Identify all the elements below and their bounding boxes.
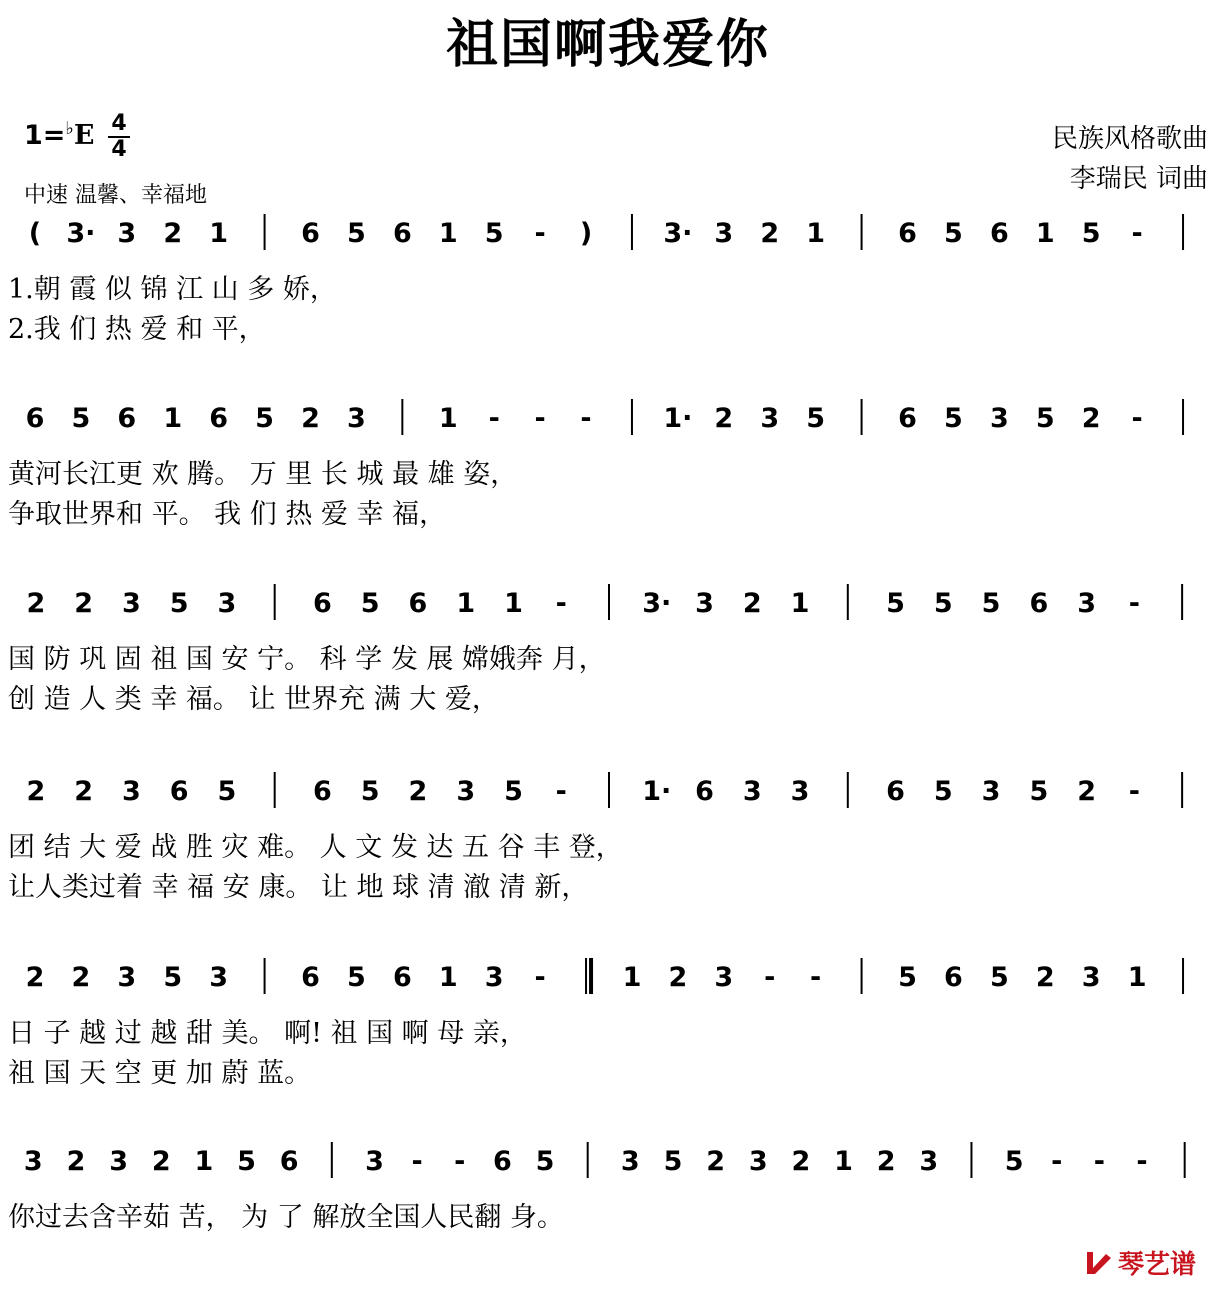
lyric-line: 创 造 人 类 幸 福。 让 世界充 满 大 爱， (8, 684, 499, 715)
note: 2 (791, 1146, 811, 1177)
note: 1· (642, 776, 672, 807)
note: 3 (742, 776, 762, 807)
note: 5 (504, 776, 523, 807)
note: - (454, 1146, 466, 1177)
note: 3 (695, 588, 714, 619)
note: 6 (408, 588, 428, 619)
note: 1 (790, 588, 810, 619)
note: 5 (933, 588, 953, 619)
note: 6 (209, 403, 229, 434)
note: 3 (122, 776, 141, 807)
note: 2 (25, 962, 45, 993)
note: 5 (71, 403, 91, 434)
lyric-line: 祖 国 天 空 更 加 蔚 蓝。 (8, 1058, 312, 1089)
note: 5 (163, 962, 183, 993)
note: 6 (279, 1146, 299, 1177)
note: 3 (484, 962, 504, 993)
note: 2 (706, 1146, 726, 1177)
note: 2 (1081, 403, 1101, 434)
note: 5 (217, 776, 237, 807)
lyric-line: 国 防 巩 固 祖 国 安 宁。 科 学 发 展 嫦娥奔 月， (8, 644, 606, 675)
note: 2 (163, 218, 183, 249)
note: 5 (944, 403, 963, 434)
note: 1 (622, 962, 642, 993)
note: 6 (898, 218, 917, 249)
note: 3 (117, 962, 137, 993)
note: 2 (760, 218, 780, 249)
note: - (1131, 403, 1143, 434)
note: 1 (806, 218, 826, 249)
note: 5 (981, 588, 1001, 619)
note: 2 (66, 1146, 86, 1177)
song-author: 李瑞民 词曲 (1069, 164, 1208, 194)
note: ( (28, 218, 42, 249)
note: 6 (886, 776, 905, 807)
lyric-line: 2.我 们 热 爱 和 平， (8, 314, 266, 345)
note: - (764, 962, 776, 993)
logo-icon (1084, 1248, 1114, 1278)
note: 6 (492, 1146, 512, 1177)
note: 5 (933, 776, 953, 807)
note: 5 (1081, 218, 1101, 249)
note: 6 (944, 962, 963, 993)
note: 6 (695, 776, 714, 807)
note: 1 (194, 1146, 214, 1177)
note: 3 (620, 1146, 640, 1177)
note: - (1051, 1146, 1063, 1177)
key-tonic: 1 (24, 120, 43, 151)
note: 3 (117, 218, 137, 249)
note: - (810, 962, 822, 993)
note: 5 (360, 776, 380, 807)
note: - (488, 403, 500, 434)
note: 6 (392, 218, 412, 249)
note: 3 (122, 588, 141, 619)
tempo-marking: 中速 温馨、幸福地 (24, 183, 207, 208)
note: 1 (834, 1146, 853, 1177)
note: - (1093, 1146, 1106, 1177)
note: 5 (989, 962, 1009, 993)
note: 3 (1081, 962, 1101, 993)
note: 2 (71, 962, 91, 993)
note: 6 (117, 403, 137, 434)
site-logo (1084, 1244, 1196, 1281)
key-letter: E (73, 120, 95, 151)
note: 3 (23, 1146, 43, 1177)
note: - (534, 403, 546, 434)
note: 5 (806, 403, 826, 434)
note: 6 (301, 962, 320, 993)
note: 2 (742, 588, 762, 619)
note: 5 (1004, 1146, 1024, 1177)
note: 2 (408, 776, 428, 807)
note: 1 (438, 218, 458, 249)
note: 6 (169, 776, 189, 807)
note: 5 (663, 1146, 683, 1177)
note: 5 (898, 962, 917, 993)
note: 3 (109, 1146, 129, 1177)
note: 6 (392, 962, 412, 993)
note: 3 (347, 403, 366, 434)
note: 3 (365, 1146, 384, 1177)
note: 3 (714, 218, 734, 249)
note: 1· (663, 403, 693, 434)
note: 5 (169, 588, 189, 619)
note: 3 (919, 1146, 939, 1177)
note: 6 (301, 218, 320, 249)
note: - (1131, 218, 1143, 249)
note: 3 (989, 403, 1009, 434)
note: 2 (151, 1146, 171, 1177)
note: 5 (360, 588, 380, 619)
note: 6 (989, 218, 1009, 249)
note: - (534, 218, 546, 249)
note: 3 (1077, 588, 1096, 619)
note: 1 (1127, 962, 1147, 993)
note: 3· (642, 588, 672, 619)
note: - (1136, 1146, 1148, 1177)
note: 6 (313, 588, 332, 619)
lyric-line: 让人类过着 幸 福 安 康。 让 地 球 清 澈 清 新， (8, 872, 589, 903)
note: 1 (504, 588, 523, 619)
note: - (555, 776, 567, 807)
flat-sign: ♭ (65, 118, 74, 139)
note: 2 (26, 588, 46, 619)
note: 1 (209, 218, 229, 249)
song-title: 祖国啊我爱你 (445, 15, 770, 75)
note: 5 (886, 588, 905, 619)
note: 3 (714, 962, 734, 993)
key-equals: = (42, 120, 66, 151)
note: 2 (1035, 962, 1055, 993)
note: 5 (1035, 403, 1055, 434)
lyric-line: 黄河长江更 欢 腾。 万 里 长 城 最 雄 姿， (8, 459, 518, 490)
note: 1 (438, 403, 458, 434)
note: 2 (714, 403, 734, 434)
note: 3 (981, 776, 1001, 807)
note: 3· (663, 218, 693, 249)
note: - (1128, 588, 1140, 619)
lyric-line: 争取世界和 平。 我 们 热 爱 幸 福， (8, 499, 447, 530)
note: ) (579, 218, 593, 249)
lyric-line: 你过去含辛茹 苦， 为 了 解放全国人民翻 身。 (8, 1202, 564, 1233)
note: 2 (1077, 776, 1096, 807)
note: - (555, 588, 567, 619)
note: 6 (898, 403, 917, 434)
note: - (411, 1146, 423, 1177)
note: 1 (456, 588, 476, 619)
note: 5 (347, 962, 366, 993)
note: 3 (790, 776, 810, 807)
note: 5 (535, 1146, 555, 1177)
note: 2 (74, 776, 94, 807)
note: 3 (209, 962, 229, 993)
note: - (1128, 776, 1140, 807)
meter-top: 4 (111, 111, 127, 136)
note: 2 (301, 403, 320, 434)
note: - (534, 962, 546, 993)
note: 2 (26, 776, 46, 807)
note: 2 (74, 588, 94, 619)
note: 1 (438, 962, 458, 993)
note: 5 (347, 218, 366, 249)
note: 3 (217, 588, 237, 619)
note: 6 (313, 776, 332, 807)
note: 6 (25, 403, 45, 434)
note: 2 (668, 962, 688, 993)
note: 3 (748, 1146, 768, 1177)
note: 1 (1035, 218, 1055, 249)
meter-bottom: 4 (111, 137, 127, 162)
logo-text: 琴艺谱 (1117, 1250, 1196, 1280)
note: 3 (760, 403, 780, 434)
song-style: 民族风格歌曲 (1051, 124, 1208, 154)
note: 5 (255, 403, 274, 434)
lyric-line: 团 结 大 爱 战 胜 灾 难。 人 文 发 达 五 谷 丰 登， (8, 832, 623, 863)
note: 6 (1029, 588, 1049, 619)
note: 5 (237, 1146, 256, 1177)
note: 5 (1029, 776, 1049, 807)
note: 5 (484, 218, 504, 249)
note: 3· (66, 218, 96, 249)
lyric-line: 日 子 越 过 越 甜 美。 啊! 祖 国 啊 母 亲， (8, 1018, 527, 1049)
note: 5 (944, 218, 963, 249)
note: 3 (456, 776, 476, 807)
note: 2 (876, 1146, 896, 1177)
note: - (580, 403, 592, 434)
lyric-line: 1.朝 霞 似 锦 江 山 多 娇， (8, 274, 337, 305)
note: 1 (163, 403, 183, 434)
